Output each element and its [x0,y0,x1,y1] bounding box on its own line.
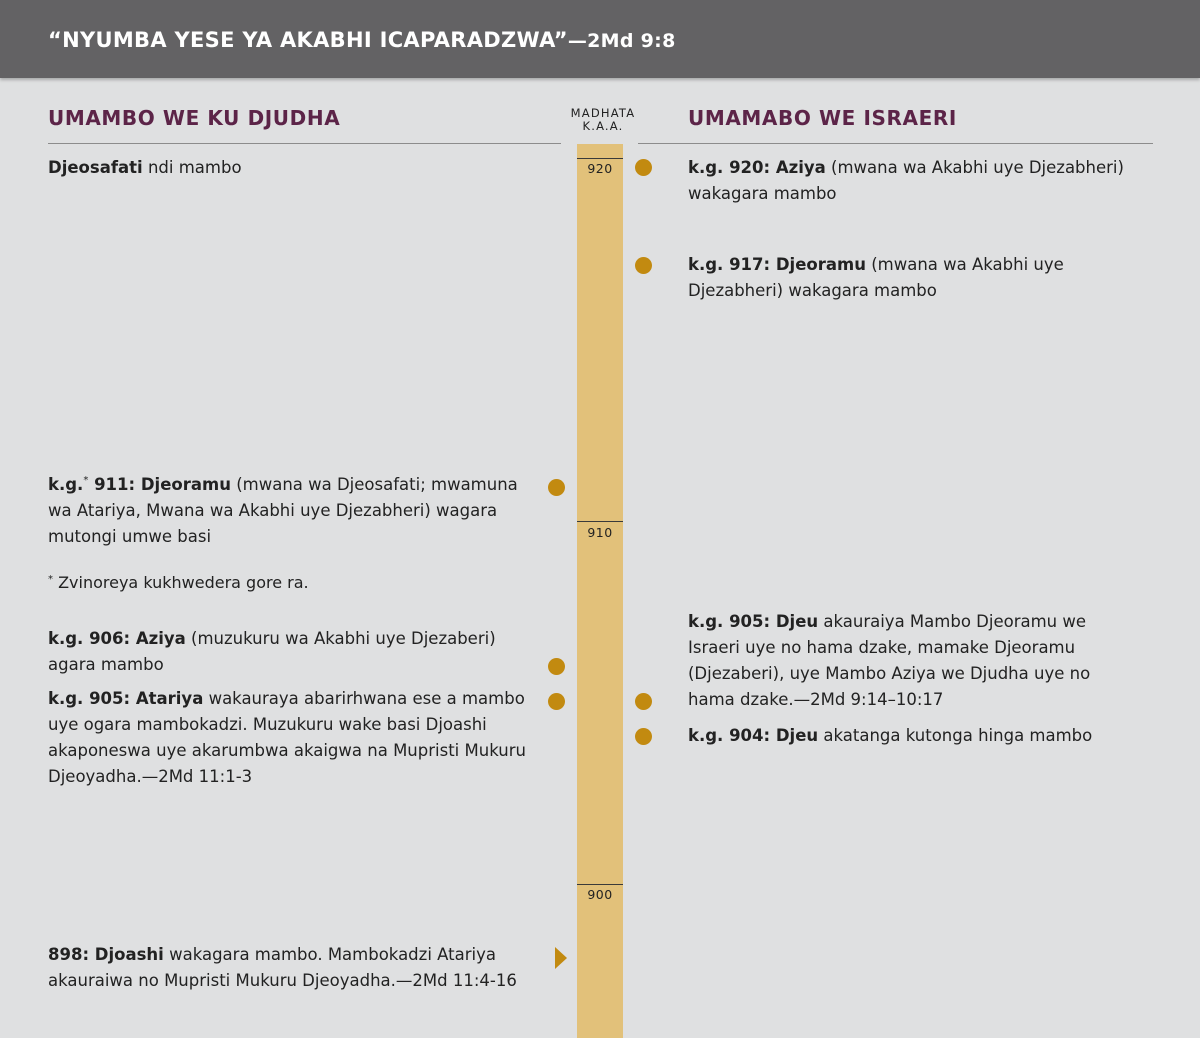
event-djeu-904-bold: k.g. 904: Djeu [688,726,819,745]
tick-label-920: 920 [587,161,613,176]
tick-920 [577,158,623,159]
footnote-star: * [48,574,53,585]
event-aziya-906-text: (muzukuru wa Akabhi uye Djezaberi) agara mambo [48,629,496,674]
title-reference: —2Md 9:8 [567,30,676,52]
event-djeosafati-text: ndi mambo [142,158,242,177]
event-djeu-905-bold: k.g. 905: Djeu [688,612,819,631]
event-aziya-920 [688,155,1158,207]
event-djeu-905-text: akauraiya Mambo Djeoramu we Israeri uye no hama dzake, mamake Djeoramu (Djezaberi), uye Mambo Aziya we Djudha uye no hama dzake.—2Md 9:14–10:17 [688,612,1091,709]
event-atariya-905-bold: k.g. 905: Atariya [48,689,204,708]
event-djeoramu-911-prefix: k.g. [48,475,84,494]
marker-dot-djeu-905 [635,693,652,710]
marker-dot-atariya-905 [548,693,565,710]
event-djeoramu-911 [48,472,518,550]
event-djeu-904-text: akatanga kutonga hinga mambo [818,726,1093,745]
event-aziya-906-bold: k.g. 906: Aziya [48,629,186,648]
event-djeosafati-bold: Djeosafati [48,158,143,177]
dates-title-line-1: MADHATA [570,106,636,120]
footnote-marker: * [83,475,89,486]
footnote-text: Zvinoreya kukhwedera gore ra. [53,573,309,592]
event-djeoramu-911-bold: 911: Djeoramu [88,475,231,494]
title-text: “NYUMBA YESE YA AKABHI ICAPARADZWA” [48,28,568,52]
marker-dot-aziya-906 [548,658,565,675]
right-column-title: UMAMABO WE ISRAERI [688,106,957,130]
event-djeoramu-917-bold: k.g. 917: Djeoramu [688,255,866,274]
footnote [48,572,528,594]
event-aziya-920-bold: k.g. 920: Aziya [688,158,826,177]
left-column-rule [48,143,561,144]
marker-dot-djeoramu-911 [548,479,565,496]
tick-label-910: 910 [587,525,613,540]
event-djeu-904 [688,723,1158,749]
marker-arrow-djoashi-898 [555,947,567,969]
marker-dot-djeoramu-917 [635,257,652,274]
event-atariya-905 [48,686,526,790]
event-djeoramu-917-text: (mwana wa Akabhi uye Djezabheri) wakagara mambo [688,255,1064,300]
event-atariya-905-text: wakauraya abarirhwana ese a mambo uye ogara mambokadzi. Muzukuru wake basi Djoashi akaponeswa uye akarumbwa akaigwa na Mupristi Mukuru Djeoyadha.—2Md 11:1-3 [48,689,526,786]
event-aziya-906 [48,626,518,678]
tick-label-900: 900 [587,887,613,902]
tick-900 [577,884,623,885]
event-djoashi-898-text: wakagara mambo. Mambokadzi Atariya akauraiwa no Mupristi Mukuru Djeoyadha.—2Md 11:4-16 [48,945,517,990]
marker-dot-djeu-904 [635,728,652,745]
event-aziya-920-text: (mwana wa Akabhi uye Djezabheri) wakagara mambo [688,158,1124,203]
event-djeu-905 [688,609,1138,713]
event-djoashi-898-bold: 898: Djoashi [48,945,164,964]
right-column-rule [638,143,1153,144]
tick-910 [577,521,623,522]
event-djoashi-898 [48,942,518,994]
marker-dot-aziya-920 [635,159,652,176]
left-column-title: UMAMBO WE KU DJUDHA [48,106,341,130]
event-djeoramu-911-text: (mwana wa Djeosafati; mwamuna wa Atariya, Mwana wa Akabhi uye Djezabheri) wagara mutongi umwe basi [48,475,518,546]
header-banner [0,0,1200,78]
event-djeosafati [48,155,528,181]
dates-title-line-2: K.A.A. [582,119,624,133]
timeline-bar [577,144,623,1038]
event-djeoramu-917 [688,252,1158,304]
page-title [48,28,676,52]
dates-column-title [556,107,650,133]
